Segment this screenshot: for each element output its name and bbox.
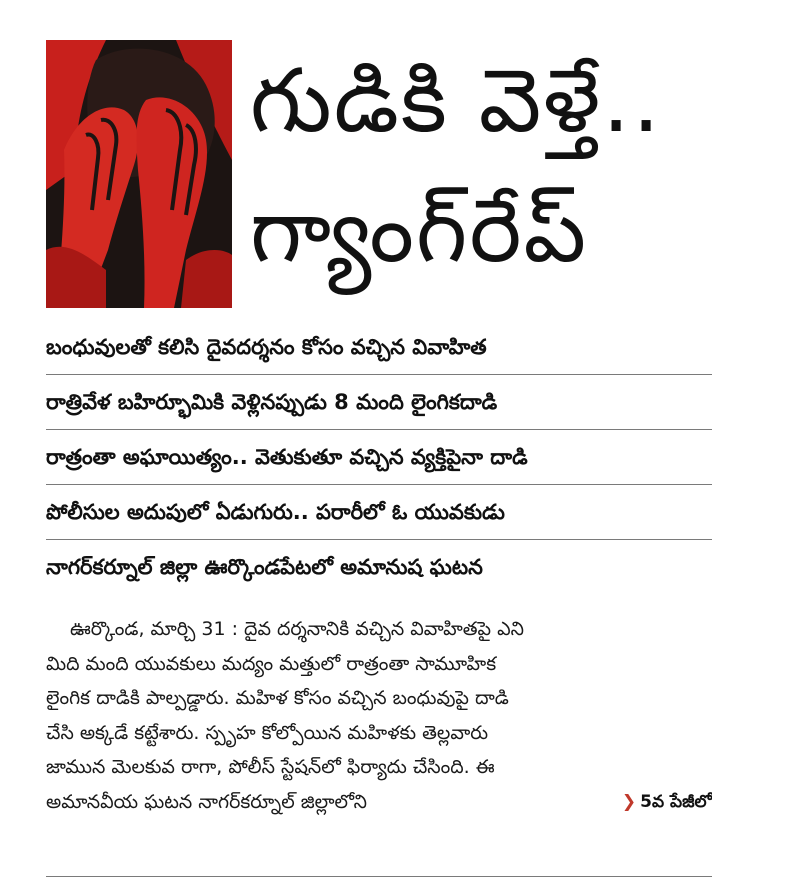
arrow-right-icon: ❯ bbox=[621, 791, 637, 812]
covered-face-illustration bbox=[46, 40, 232, 308]
deck-line: పోలీసుల అదుపులో ఏడుగురు.. పరారీలో ఓ యువకుడు bbox=[46, 485, 712, 540]
body-line: అమానవీయ ఘటన నాగర్‌కర్నూల్ జిల్లాలోని bbox=[46, 790, 367, 813]
deck-line: బంధువులతో కలిసి దైవదర్శనం కోసం వచ్చిన వివాహిత bbox=[46, 320, 712, 375]
article-body bbox=[46, 612, 712, 819]
deck-line: రాత్రివేళ బహిర్భూమికి వెళ్లినప్పుడు 8 మంది లైంగికదాడి bbox=[46, 375, 712, 430]
bottom-divider bbox=[46, 876, 712, 877]
deck-line: రాత్రంతా అఘాయిత్యం.. వెతుకుతూ వచ్చిన వ్యక్తిపైనా దాడి bbox=[46, 430, 712, 485]
headline-line-1: గుడికి వెళ్తే.. bbox=[250, 49, 663, 152]
body-line: ఊర్కొండ, మార్చి 31 : దైవ దర్శనానికి వచ్చిన వివాహితపై ఎని bbox=[70, 618, 524, 640]
subheadline-decks bbox=[46, 320, 712, 594]
deck-line: నాగర్‌కర్నూల్ జిల్లా ఊర్కొండపేటలో అమానుష ఘటన bbox=[46, 555, 483, 579]
continued-label: 5వ పేజీలో bbox=[640, 791, 712, 812]
body-line: జామున మెలకువ రాగా, పోలీస్ స్టేషన్‌లో ఫిర్యాదు చేసింది. ఈ bbox=[46, 756, 495, 778]
body-line: లైంగిక దాడికి పాల్పడ్డారు. మహిళ కోసం వచ్చిన బంధువుపై దాడి bbox=[46, 687, 509, 709]
body-line-last bbox=[46, 785, 712, 820]
headline bbox=[250, 36, 770, 296]
illustration-photo bbox=[46, 40, 232, 308]
body-line: మిది మంది యువకులు మద్యం మత్తులో రాత్రంతా సామూహిక bbox=[46, 652, 497, 675]
body-line: చేసి అక్కడే కట్టేశారు. స్పృహ కోల్పోయిన మహిళకు తెల్లవారు bbox=[46, 721, 489, 744]
continued-on-page[interactable] bbox=[622, 785, 712, 820]
headline-line-2: గ్యాంగ్‌రేప్ bbox=[250, 179, 589, 282]
